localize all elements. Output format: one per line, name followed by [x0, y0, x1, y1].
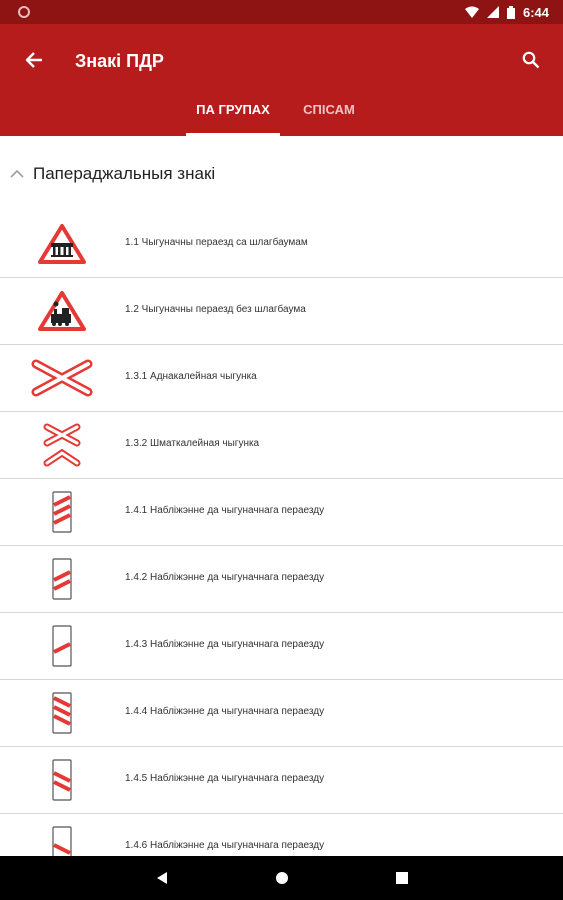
sign-label: 1.3.1 Аднакалейная чыгунка	[125, 371, 257, 382]
sign-label: 1.1 Чыгуначны пераезд са шлагбаумам	[125, 237, 308, 248]
signal-icon	[487, 6, 499, 18]
section-title: Папераджальныя знакі	[33, 164, 216, 183]
tabs	[0, 102, 563, 136]
railway-crossing-barrier-icon	[30, 218, 94, 270]
battery-icon	[507, 6, 515, 19]
sign-label: 1.4.3 Набліжэнне да чыгуначнага пераезду	[125, 639, 325, 650]
approach-2-stripes-icon	[30, 553, 94, 605]
sign-label: 1.2 Чыгуначны пераезд без шлагбаума	[125, 304, 306, 315]
approach-3-stripes-left-icon	[30, 687, 94, 739]
tab-by-groups[interactable]: ПА ГРУПАХ	[196, 102, 270, 117]
tab-list[interactable]: СПІСАМ	[303, 102, 355, 117]
page-title: Знакі ПДР	[75, 51, 164, 71]
list-item[interactable]	[0, 546, 563, 613]
status-icons	[465, 0, 549, 24]
list-item[interactable]	[0, 613, 563, 680]
list-item[interactable]	[0, 747, 563, 814]
status-bar	[0, 0, 563, 24]
list-item[interactable]	[0, 211, 563, 278]
list-item[interactable]	[0, 412, 563, 479]
wifi-icon	[465, 6, 479, 18]
navigation-bar	[0, 856, 563, 900]
search-button[interactable]	[515, 44, 547, 76]
single-track-cross-icon	[30, 352, 94, 404]
back-button[interactable]	[18, 44, 50, 76]
list-item[interactable]	[0, 345, 563, 412]
list-item[interactable]	[0, 479, 563, 546]
sign-label: 1.4.1 Набліжэнне да чыгуначнага пераезду	[125, 505, 325, 516]
sign-label: 1.4.4 Набліжэнне да чыгуначнага пераезду	[125, 706, 325, 717]
sign-label: 1.4.2 Набліжэнне да чыгуначнага пераезду	[125, 572, 325, 583]
sign-label: 1.4.6 Набліжэнне да чыгуначнага пераезду	[125, 840, 325, 851]
app-bar	[0, 24, 563, 136]
approach-1-stripe-icon	[30, 620, 94, 672]
home-circle-icon[interactable]	[272, 868, 292, 888]
approach-3-stripes-icon	[30, 486, 94, 538]
railway-crossing-no-barrier-icon	[30, 285, 94, 337]
list-item[interactable]	[0, 680, 563, 747]
multi-track-cross-icon	[30, 419, 94, 471]
sign-label: 1.4.5 Набліжэнне да чыгуначнага пераезду	[125, 773, 325, 784]
list-item[interactable]	[0, 278, 563, 345]
approach-2-stripes-left-icon	[30, 754, 94, 806]
section-header[interactable]	[0, 136, 563, 212]
status-time: 6:44	[522, 4, 549, 20]
signs-list	[0, 211, 563, 881]
chevron-up-icon	[10, 169, 24, 178]
search-icon	[522, 51, 540, 69]
back-triangle-icon[interactable]	[152, 868, 172, 888]
arrow-back-icon	[25, 51, 43, 69]
recents-square-icon[interactable]	[392, 868, 412, 888]
sign-label: 1.3.2 Шматкалейная чыгунка	[125, 438, 260, 449]
circle-icon	[18, 6, 30, 18]
